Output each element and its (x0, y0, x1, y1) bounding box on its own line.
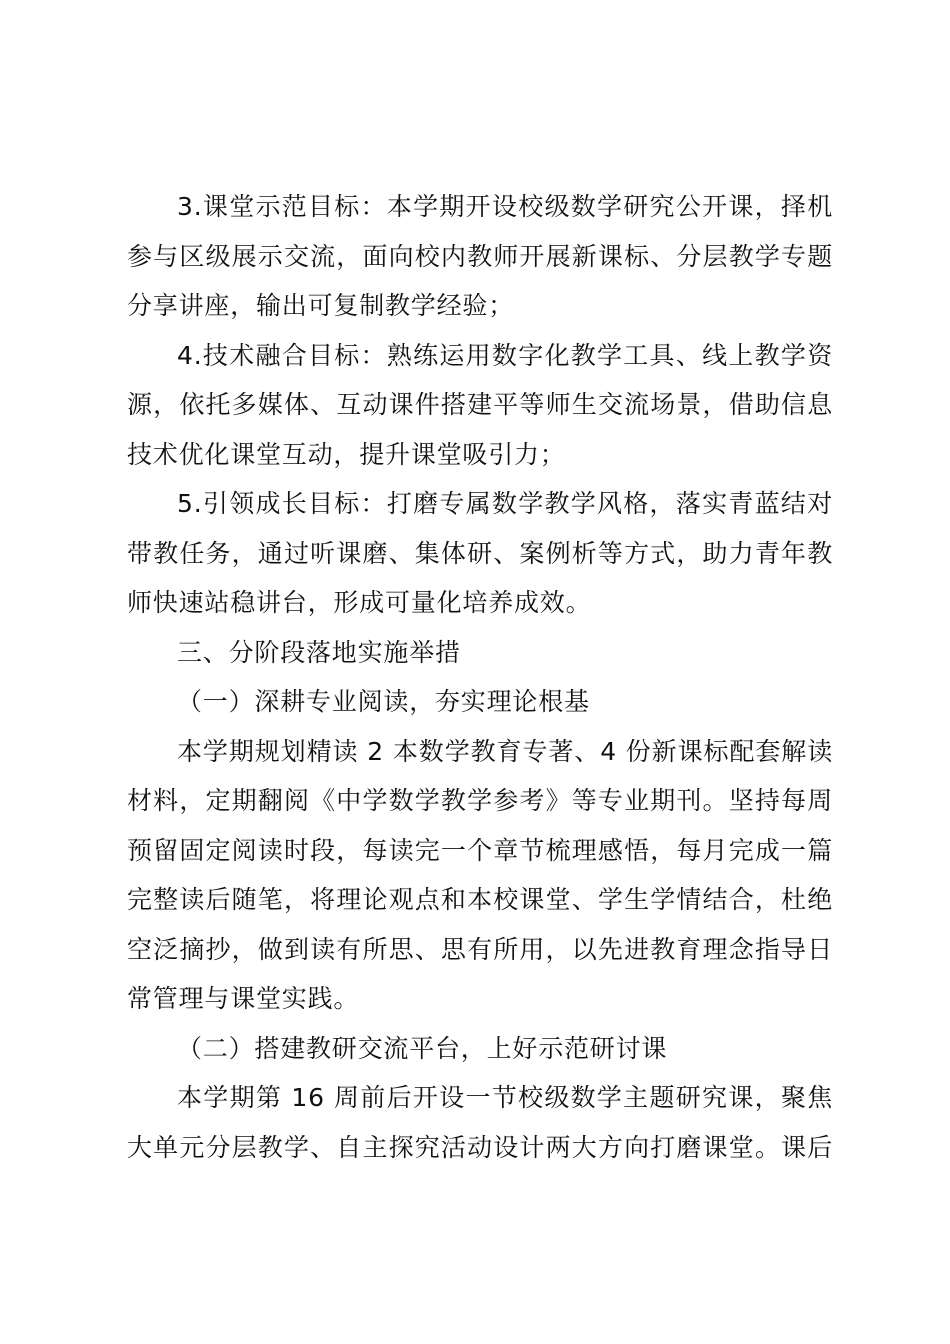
subsection-heading: （一）深耕专业阅读，夯实理论根基 (177, 687, 590, 716)
text-line: 本学期第 16 周前后开设一节校级数学主题研究课，聚焦 (177, 1083, 833, 1112)
subsection-heading: （二）搭建教研交流平台，上好示范研讨课 (177, 1033, 668, 1063)
text-line: 完整读后随笔，将理论观点和本校课堂、学生学情结合，杜绝 (127, 885, 833, 914)
text-line: 带教任务，通过听课磨、集体研、案例析等方式，助力青年教 (127, 538, 833, 568)
text-line: 预留固定阅读时段，每读完一个章节梳理感悟，每月完成一篇 (127, 835, 833, 865)
document-page (127, 182, 833, 1172)
text-line: 常管理与课堂实践。 (127, 984, 360, 1013)
text-line: 师快速站稳讲台，形成可量化培养成效。 (127, 588, 592, 617)
text-line: 大单元分层教学、自主探究活动设计两大方向打磨课堂。课后 (127, 1132, 833, 1162)
text-line: 4.技术融合目标：熟练运用数字化教学工具、线上教学资 (177, 340, 833, 370)
text-line: 5.引领成长目标：打磨专属数学教学风格，落实青蓝结对 (177, 489, 833, 518)
text-line: 源，依托多媒体、互动课件搭建平等师生交流场景，借助信息 (127, 390, 833, 419)
text-line: 分享讲座，输出可复制教学经验； (127, 291, 515, 320)
text-line: 本学期规划精读 2 本数学教育专著、4 份新课标配套解读 (177, 736, 833, 766)
text-line: 技术优化课堂互动，提升课堂吸引力； (127, 439, 566, 469)
text-line: 参与区级展示交流，面向校内教师开展新课标、分层教学专题 (127, 241, 833, 271)
text-line: 材料，定期翻阅《中学数学教学参考》等专业期刊。坚持每周 (127, 786, 833, 815)
text-line: 3.课堂示范目标：本学期开设校级数学研究公开课，择机 (177, 192, 833, 221)
section-heading: 三、分阶段落地实施举措 (177, 637, 461, 667)
text-line: 空泛摘抄，做到读有所思、思有所用，以先进教育理念指导日 (127, 934, 833, 964)
